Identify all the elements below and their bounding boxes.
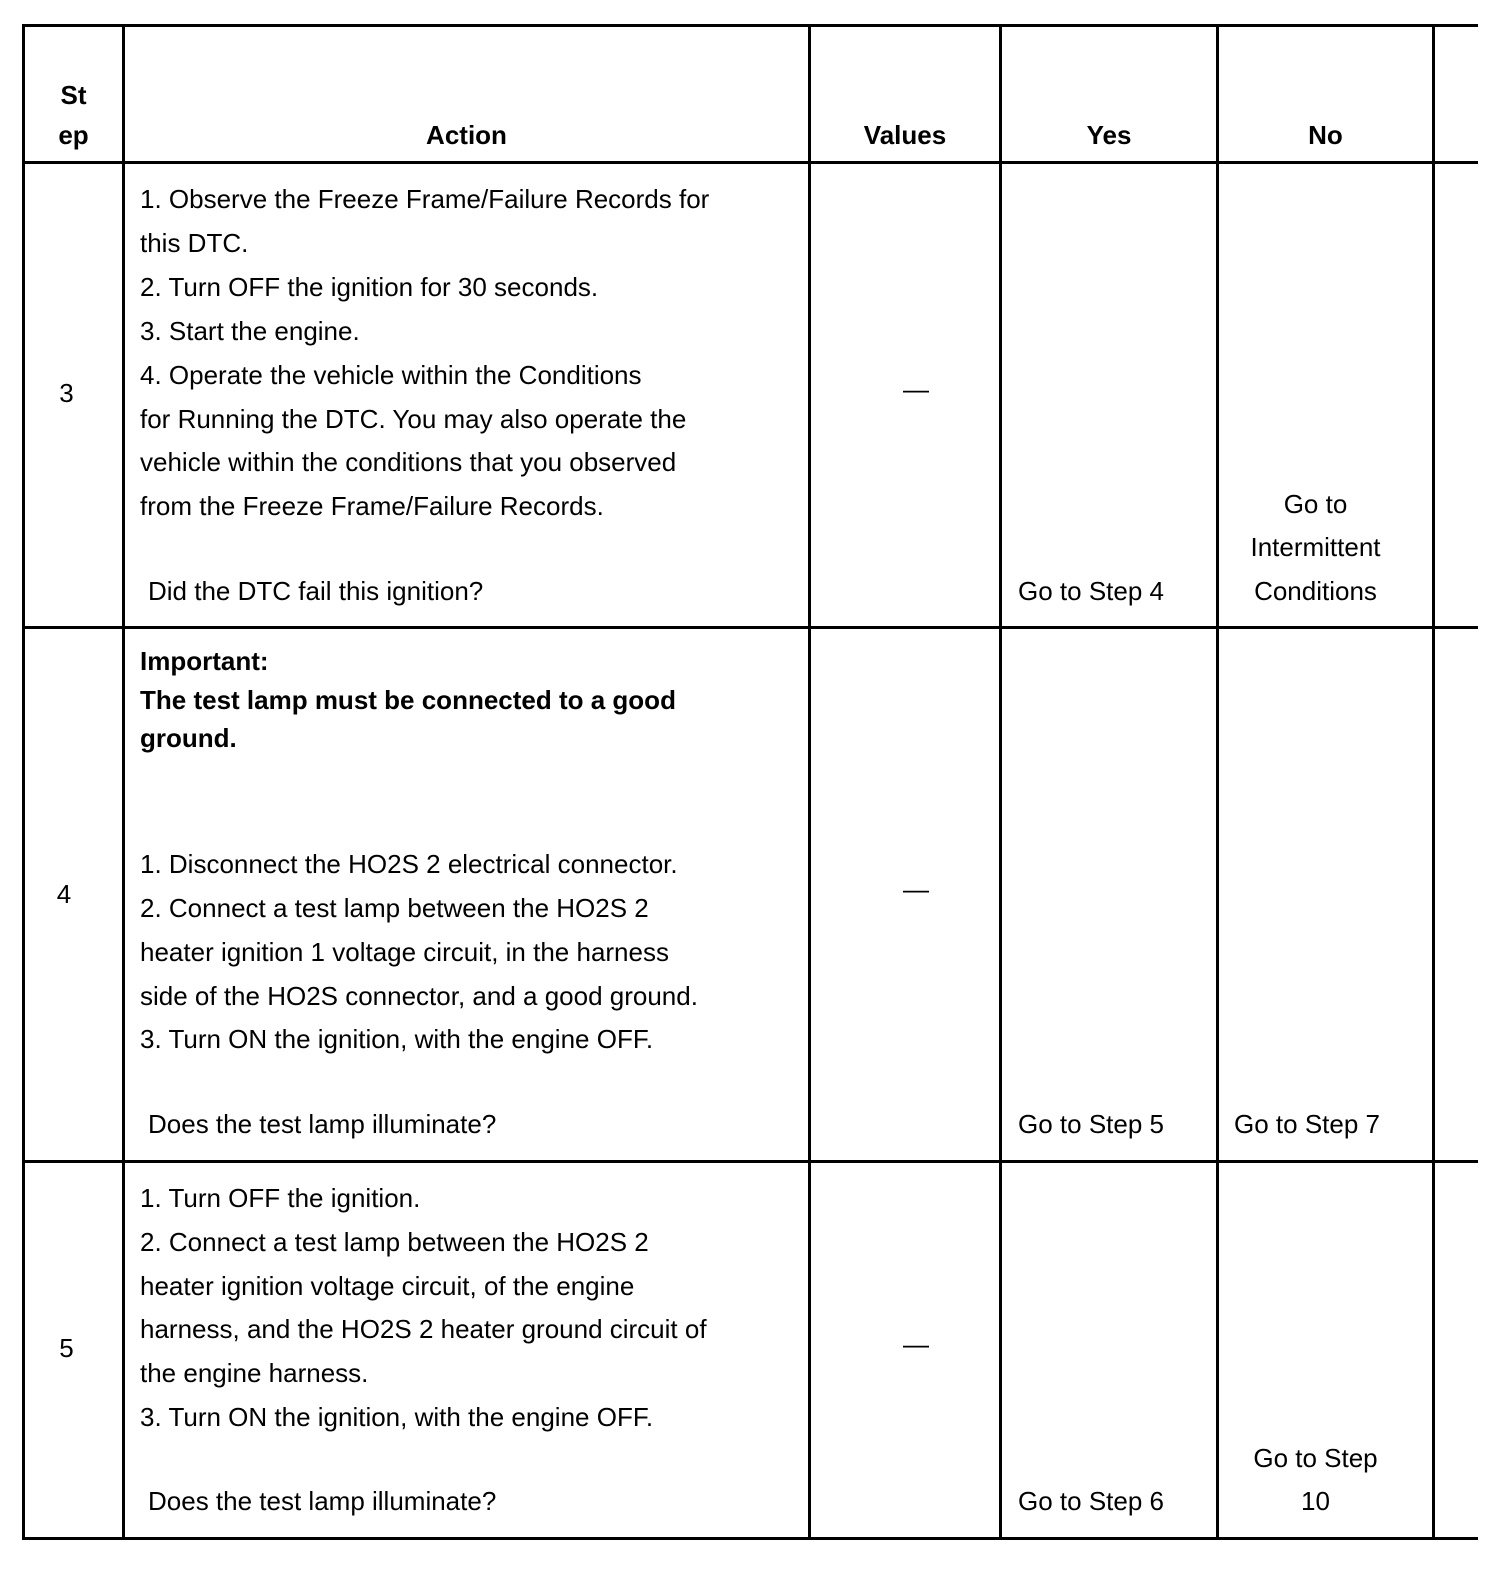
action-line: 3. Start the engine.: [140, 316, 360, 346]
no-result-line: Intermittent: [1250, 532, 1381, 562]
no-result-line: Conditions: [1254, 576, 1377, 606]
action-line: 1. Observe the Freeze Frame/Failure Records for: [140, 184, 710, 214]
action-line: this DTC.: [140, 228, 249, 258]
value-dash: —: [903, 874, 929, 904]
column-divider: [999, 24, 1002, 1540]
header-yes: Yes: [1086, 120, 1132, 150]
column-divider: [122, 24, 125, 1540]
header-action: Action: [426, 120, 507, 150]
table-border-top: [22, 24, 1478, 27]
no-result-line: 10: [1301, 1486, 1330, 1516]
action-line: for Running the DTC. You may also operate the: [140, 404, 687, 434]
action-line: 2. Turn OFF the ignition for 30 seconds.: [140, 272, 599, 302]
column-divider: [1216, 24, 1219, 1540]
header-step-line-2: ep: [58, 120, 89, 150]
table-border-right: [1432, 24, 1435, 1540]
header-no: No: [1308, 120, 1343, 150]
action-line: heater ignition voltage circuit, of the engine: [140, 1271, 635, 1301]
table-border-bottom: [22, 1537, 1478, 1540]
diagnostic-table: [22, 24, 1478, 1580]
step-number: 4: [56, 879, 72, 909]
action-line: vehicle within the conditions that you observed: [140, 447, 677, 477]
yes-result: Go to Step 6: [1018, 1486, 1164, 1516]
action-line: 2. Connect a test lamp between the HO2S 2: [140, 1227, 649, 1257]
yes-result: Go to Step 5: [1018, 1109, 1164, 1139]
important-label: Important:: [140, 646, 269, 676]
value-dash: —: [903, 374, 929, 404]
action-line: side of the HO2S connector, and a good ground.: [140, 981, 698, 1011]
action-line: 3. Turn ON the ignition, with the engine OFF.: [140, 1402, 654, 1432]
no-result-line: Go to: [1283, 489, 1348, 519]
important-text: ground.: [140, 723, 237, 753]
action-line: heater ignition 1 voltage circuit, in the harness: [140, 937, 669, 967]
value-dash: —: [903, 1329, 929, 1359]
header-step-line-1: St: [60, 80, 87, 110]
action-line: from the Freeze Frame/Failure Records.: [140, 491, 604, 521]
action-line: 4. Operate the vehicle within the Conditions: [140, 360, 642, 390]
action-line: 3. Turn ON the ignition, with the engine OFF.: [140, 1024, 654, 1054]
no-result-line: Go to Step 7: [1234, 1109, 1380, 1139]
action-question: Does the test lamp illuminate?: [148, 1109, 497, 1139]
row-divider: [22, 1160, 1478, 1163]
header-divider: [22, 161, 1478, 164]
action-question: Does the test lamp illuminate?: [148, 1486, 497, 1516]
column-divider: [808, 24, 811, 1540]
action-question: Did the DTC fail this ignition?: [148, 576, 484, 606]
action-line: the engine harness.: [140, 1358, 369, 1388]
step-number: 3: [59, 378, 74, 408]
header-values: Values: [863, 120, 947, 150]
row-divider: [22, 626, 1478, 629]
yes-result: Go to Step 4: [1018, 576, 1164, 606]
action-line: 2. Connect a test lamp between the HO2S 2: [140, 893, 649, 923]
action-line: harness, and the HO2S 2 heater ground circuit of: [140, 1314, 707, 1344]
important-text: The test lamp must be connected to a good: [140, 685, 676, 715]
table-border-left: [22, 24, 25, 1540]
action-line: 1. Turn OFF the ignition.: [140, 1183, 421, 1213]
action-line: 1. Disconnect the HO2S 2 electrical connector.: [140, 849, 678, 879]
no-result-line: Go to Step: [1253, 1443, 1378, 1473]
step-number: 5: [59, 1333, 74, 1363]
